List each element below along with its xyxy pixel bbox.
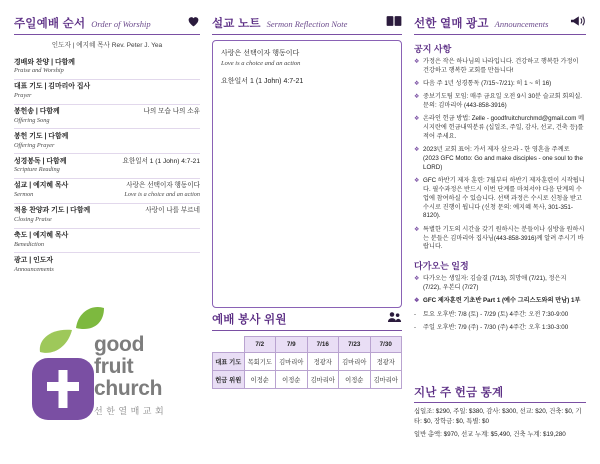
people-icon <box>387 310 402 328</box>
schedule-sub-item: - 토요 오후반: 7/8 (토) - 7/29 (토) 4주간: 오전 7:30-9:00 <box>414 311 586 320</box>
order-item-ko: 축도 | 예지혜 목사 <box>14 232 69 240</box>
table-cell: 이정순 <box>276 371 308 389</box>
order-item-note-en: Love is a choice and an action <box>124 191 200 199</box>
table-row-header: 대표 기도 <box>213 353 245 371</box>
order-of-worship-title-en: Order of Worship <box>91 19 151 29</box>
order-item <box>14 253 200 277</box>
book-icon <box>386 14 402 32</box>
notice-item: ❖ 다음 주 1년 성경통독 (7/15~7/21): 히 1 ~ 히 16) <box>414 80 586 89</box>
announcements-title-ko: 선한 열매 광고 <box>414 18 489 30</box>
order-item-en: Benediction <box>14 240 45 248</box>
sermon-note-box[interactable] <box>212 40 402 308</box>
order-item <box>14 204 200 229</box>
table-col-header: 7/23 <box>339 337 371 353</box>
order-item-ko: 설교 | 예지혜 목사 <box>14 182 69 190</box>
sermon-note-title-ko: 설교 노트 <box>212 18 261 30</box>
schedule-item: ❖ GFC 제자훈련 기초반 Part 1 (예수 그리스도와의 만남) 1부 <box>414 297 586 306</box>
order-item <box>14 105 200 130</box>
volunteer-heading <box>212 310 402 331</box>
announcements-section <box>414 14 586 337</box>
logo-line-3: church <box>94 377 163 401</box>
sermon-note-heading <box>212 14 402 35</box>
schedule-title: 다가오는 일정 <box>414 261 469 272</box>
announcements-title-en: Announcements <box>494 19 549 29</box>
logo-subtitle: 선 한 열 매 교 회 <box>94 406 165 416</box>
order-item <box>14 129 200 154</box>
order-item-en: Scripture Reading <box>14 166 60 174</box>
table-cell: 김마리아 <box>307 371 339 389</box>
offering-breakdown: 십일조: $290, 주일: $380, 감사: $300, 선교: $20, 건축: $0, 기타: $0, 장학금: $0, 특별: $0 <box>414 408 582 425</box>
order-of-worship-heading <box>14 14 200 35</box>
sermon-scripture: 요한일서 1 (1 John) 4:7-21 <box>221 78 304 85</box>
sermon-title-ko: 사랑은 선택이자 행동이다 <box>221 50 300 57</box>
notice-item: ❖ 특별한 기도의 시간을 갖기 원하시는 분들이나 심방을 원하시는 분들은 김마리아 집사님(443-858-3916)께 알려 주시기 바랍니다. <box>414 226 586 252</box>
order-item-ko: 경배와 찬양 | 다함께 <box>14 58 75 66</box>
notice-item: ❖ 가정은 작은 하나님의 나라입니다. 건강하고 행복한 가정이 건강하고 행복한 교회를 만듭니다! <box>414 58 586 76</box>
megaphone-icon <box>569 14 586 32</box>
church-logo <box>20 300 210 450</box>
table-cell: 이정순 <box>339 371 371 389</box>
table-cell: 목회기도 <box>244 353 276 371</box>
order-item <box>14 229 200 254</box>
offering-totals: 일반 총액: $970, 선교 누계: $5,490, 건축 누계: $19,280 <box>414 430 566 438</box>
notice-item: ❖ GFC 하반기 제자 훈련: 7월부터 하반기 제자훈련이 시작됩니다. 필수과정은 반드시 이번 단계를 마쳐서야 다음 단계의 수업에 참여하실 수 있습니다. 선택 과정은 수시로 신청을 받고 수시로 진행이 됩니다 (신청 문의: 예지혜 목사, 301-351-8120). <box>414 177 586 221</box>
order-item-ko: 봉헌 기도 | 다함께 <box>14 132 69 140</box>
order-item-ko: 적용 찬양과 기도 | 다함께 <box>14 207 91 215</box>
table-col-header: 7/9 <box>276 337 308 353</box>
logo-line-1: good <box>94 333 145 356</box>
notice-item: ❖ 2023년 교회 표어: 가서 제자 삼으라 - 한 영혼을 주께로 (2023 GFC Motto: Go and make disciples - one soul to the LORD) <box>414 146 586 172</box>
table-cell: 김마리아 <box>339 353 371 371</box>
notice-item: ❖ 중보기도팀 모임: 매주 금요일 오전 9시 30분 슬교회 회의실. 문의: 김마리아 (443-858-3916) <box>414 93 586 111</box>
order-item-ko: 성경봉독 | 다함께 <box>14 157 67 165</box>
notice-item: ❖ 온라인 헌금 방법: Zelle - goodfruitchurchmd@gmail.com 메시지란에 헌금내역분류 (십일조, 주일, 감사, 선교, 건축 등)를 적어 주세요. <box>414 115 586 141</box>
order-item-ko: 대표 기도 | 김마리아 집사 <box>14 83 91 91</box>
notice-title: 공지 사항 <box>414 44 452 54</box>
order-item-en: Announcements <box>14 265 54 273</box>
heart-icon <box>187 14 200 32</box>
notice-list <box>414 58 586 252</box>
order-item-note: 요한일서 1 (1 John) 4:7-21 <box>122 157 200 165</box>
order-item <box>14 154 200 179</box>
logo-line-2: fruit <box>94 355 134 379</box>
offering-stats-title: 지난 주 헌금 통계 <box>414 387 504 399</box>
order-item-en: Offering Song <box>14 116 50 124</box>
volunteer-table <box>212 336 402 389</box>
schedule-sub-item: - 주일 오후반: 7/9 (주) - 7/30 (주) 4주간: 오후 1:30-3:00 <box>414 324 586 333</box>
order-item <box>14 179 200 204</box>
offering-stats-heading <box>414 384 586 403</box>
order-item-ko: 봉헌송 | 다함께 <box>14 108 60 116</box>
sermon-note-section <box>212 14 402 308</box>
order-item-note: 사랑은 선택이자 행동이다 <box>126 182 200 190</box>
table-header-row <box>213 337 402 353</box>
table-cell: 정광자 <box>370 353 402 371</box>
order-of-worship-section <box>14 14 200 277</box>
table-col-header: 7/30 <box>370 337 402 353</box>
volunteer-title-ko: 예배 봉사 위원 <box>212 314 287 326</box>
table-row <box>213 353 402 371</box>
sermon-title-en: Love is a choice and an action <box>221 60 301 67</box>
order-item-ko: 광고 | 인도자 <box>14 256 54 264</box>
order-item-en: Prayer <box>14 91 32 99</box>
order-item <box>14 55 200 80</box>
table-cell: 김마리아 <box>276 353 308 371</box>
worship-leader-subtitle: 인도자 | 예지혜 목사 Rev. Peter J. Yea <box>51 42 163 49</box>
order-item-note: 사랑이 나를 부르네 <box>145 207 200 215</box>
table-row <box>213 371 402 389</box>
order-of-worship-title-ko: 주일예배 순서 <box>14 18 86 30</box>
schedule-sub-list <box>414 311 586 333</box>
announcements-heading <box>414 14 586 35</box>
offering-stats-section <box>414 384 586 439</box>
schedule-item: ❖ 다가오는 생일자: 김슬결 (7/13), 희망애 (7/21), 정은지 (7/22), 우본디 (7/27) <box>414 275 586 293</box>
order-item <box>14 80 200 105</box>
order-item-en: Sermon <box>14 191 34 199</box>
volunteer-table-section <box>212 310 402 389</box>
table-col-header: 7/16 <box>307 337 339 353</box>
table-cell: 이정순 <box>244 371 276 389</box>
order-item-en: Closing Praise <box>14 215 52 223</box>
table-cell: 김마리아 <box>370 371 402 389</box>
logo-wordmark <box>94 334 162 400</box>
table-cell: 정광자 <box>307 353 339 371</box>
order-item-note: 나의 모습 나의 소유 <box>143 108 200 116</box>
order-item-en: Offering Prayer <box>14 141 55 149</box>
table-col-header: 7/2 <box>244 337 276 353</box>
order-of-worship-list <box>14 55 200 277</box>
table-corner-cell <box>213 337 245 353</box>
table-row-header: 헌금 위원 <box>213 371 245 389</box>
schedule-list <box>414 275 586 306</box>
sermon-note-title-en: Sermon Reflection Note <box>266 19 348 29</box>
order-item-en: Praise and Worship <box>14 67 64 75</box>
